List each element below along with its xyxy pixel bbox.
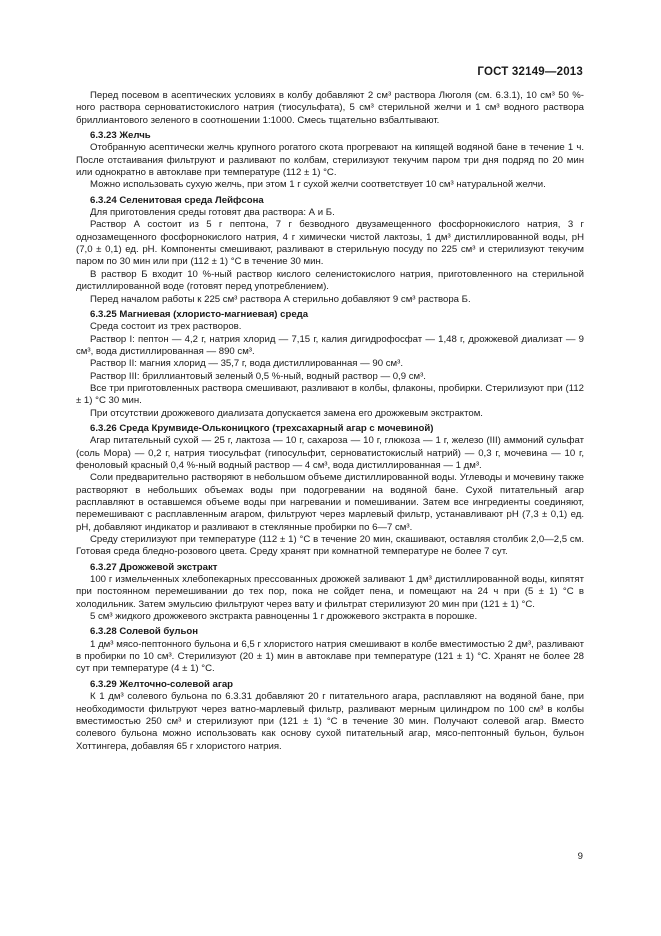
body-paragraph: Раствор А состоит из 5 г пептона, 7 г безводного двузамещенного фосфорнокислого натрия, 3 г однозамещенного фосфорнокислого натрия, 4 г химически чистой лактозы, 1 дм³ дистиллированной воды, рН (7,0 ± 0,1) ед. рН. Компоненты смешивают, разливают в стерильную посуду по 225 см³ и стерилизуют текучим паром по 30 мин или при (112 ± 1) °С в течение 30 мин. xyxy=(76,219,584,268)
section-heading: 6.3.23 Желчь xyxy=(90,130,151,142)
body-paragraph: 100 г измельченных хлебопекарных прессованных дрожжей заливают 1 дм³ дистиллированной воды, кипятят при постоянном перемешивании до тех пор, пока не сойдет пена, и помещают на 24 ч при (5 ± 1) °С в холодильник. Затем эмульсию фильтруют через вату и фильтрат стерилизуют 20 мин при (121 ± 1) °С. xyxy=(76,574,584,610)
body-paragraph: Перед посевом в асептических условиях в колбу добавляют 2 см³ раствора Люголя (см. 6.3.1), 10 см³ 50 %-ного раствора серноватистокислого натрия (тиосульфата), 5 см³ стерильной желчи и 1 см³ водного раствора бриллиантового зеленого в соотношении 1:1000. Смесь тщательно взбалтывают. xyxy=(76,90,584,126)
body-paragraph: Агар питательный сухой — 25 г, лактоза — 10 г, сахароза — 10 г, глюкоза — 1 г, железо (III) аммоний сульфат (соль Мора) — 0,2 г, натрия тиосульфат (гипосульфит, серноватистокислый натрий) — 0,3 г, мочевина — 10 г, феноловый красный 0,4 %-ный водный раствор — 4 см³, вода дистиллированная — 1 дм³. xyxy=(76,435,584,471)
body-paragraph: Среду стерилизуют при температуре (112 ± 1) °С в течение 20 мин, скашивают, оставляя столбик 2,0—2,5 см. Готовая среда бледно-розового цвета. Среду хранят при комнатной температуре не более 7 сут. xyxy=(76,534,584,558)
section-heading: 6.3.26 Среда Крумвиде-Ольконицкого (трехсахарный агар с мочевиной) xyxy=(90,422,434,434)
body-paragraph: 1 дм³ мясо-пептонного бульона и 6,5 г хлористого натрия смешивают в колбе вместимостью 2 дм³, разливают в пробирки по 10 см³. Стерилизуют (20 ± 1) мин в автоклаве при температуре (121 ± 1) °С. Хранят не более 28 сут при температуре (4 ± 1) °С. xyxy=(76,638,584,675)
body-paragraph: Соли предварительно растворяют в небольшом объеме дистиллированной воды. Углеводы и мочевину также растворяют в небольших объемах воды при подогревании на водяной бане. Сухой питательный агар расплавляют в оставшемся объеме воды при нагревании и помешивании. Затем все ингредиенты соединяют, перемешивают с расплавленным агаром, фильтруют через марлевый фильтр, устанавливают рН (7,3 ± 0,1) ед. рН, добавляют индикатор и разливают в стеклянные пробирки по 6—7 см³. xyxy=(76,472,584,533)
body-paragraph: Перед началом работы к 225 см³ раствора А стерильно добавляют 9 см³ раствора Б. xyxy=(90,293,471,305)
document-body xyxy=(76,90,584,753)
body-paragraph: Можно использовать сухую желчь, при этом 1 г сухой желчи соответствует 10 см³ натуральной желчи. xyxy=(90,179,546,191)
section-heading: 6.3.28 Солевой бульон xyxy=(90,626,199,638)
body-paragraph: Раствор III: бриллиантовый зеленый 0,5 %-ный, водный раствор — 0,9 см³. xyxy=(90,370,426,382)
body-paragraph: К 1 дм³ солевого бульона по 6.3.31 добавляют 20 г питательного агара, расплавляют на водяной бане, при необходимости фильтруют через ватно-марлевый фильтр, разливают мерным цилиндром по 100 см³ в колбы вместимостью 250 см³ и стерилизуют при (121 ± 1) °С в течение 30 мин. Получают солевой агар. Вместо солевого бульона можно использовать как основу сухой питательный агар, мясо-пептонный бульон, бульон Хоттингера, добавляя 65 г хлористого натрия. xyxy=(76,691,584,752)
body-paragraph: Среда состоит из трех растворов. xyxy=(90,321,242,333)
body-paragraph: Раствор II: магния хлорид — 35,7 г, вода дистиллированная — 90 см³. xyxy=(90,358,404,370)
section-heading: 6.3.27 Дрожжевой экстракт xyxy=(90,561,218,573)
body-paragraph: При отсутствии дрожжевого диализата допускается замена его дрожжевым экстрактом. xyxy=(90,407,483,419)
body-paragraph: Для приготовления среды готовят два раствора: А и Б. xyxy=(90,207,335,219)
section-heading: 6.3.29 Желточно-солевой агар xyxy=(90,678,234,690)
body-paragraph: 5 см³ жидкого дрожжевого экстракта равноценны 1 г дрожжевого экстракта в порошке. xyxy=(90,611,478,623)
body-paragraph: Раствор I: пептон — 4,2 г, натрия хлорид — 7,15 г, калия дигидрофосфат — 1,48 г, дрожжевой диализат — 9 см³, вода дистиллированная — 890 см³. xyxy=(76,333,584,357)
section-heading: 6.3.24 Селенитовая среда Лейфсона xyxy=(90,194,264,206)
section-heading: 6.3.25 Магниевая (хлористо-магниевая) среда xyxy=(90,308,309,320)
page-number: 9 xyxy=(577,851,583,862)
body-paragraph: Отобранную асептически желчь крупного рогатого скота прогревают на кипящей водяной бане в течение 1 ч. После отстаивания фильтруют и разливают по колбам, стерилизуют текучим паром три дня подряд по 20 мин или однократно в автоклаве при температуре (112 ± 1) °С. xyxy=(76,142,584,179)
body-paragraph: В раствор Б входит 10 %-ный раствор кислого селенистокислого натрия, приготовленного на стерильной дистиллированной воде (готовят перед употреблением). xyxy=(76,268,584,293)
document-standard-header: ГОСТ 32149—2013 xyxy=(477,66,583,78)
body-paragraph: Все три приготовленных раствора смешивают, разливают в колбы, флаконы, пробирки. Стерилизуют при (112 ± 1) °С 30 мин. xyxy=(76,382,584,407)
